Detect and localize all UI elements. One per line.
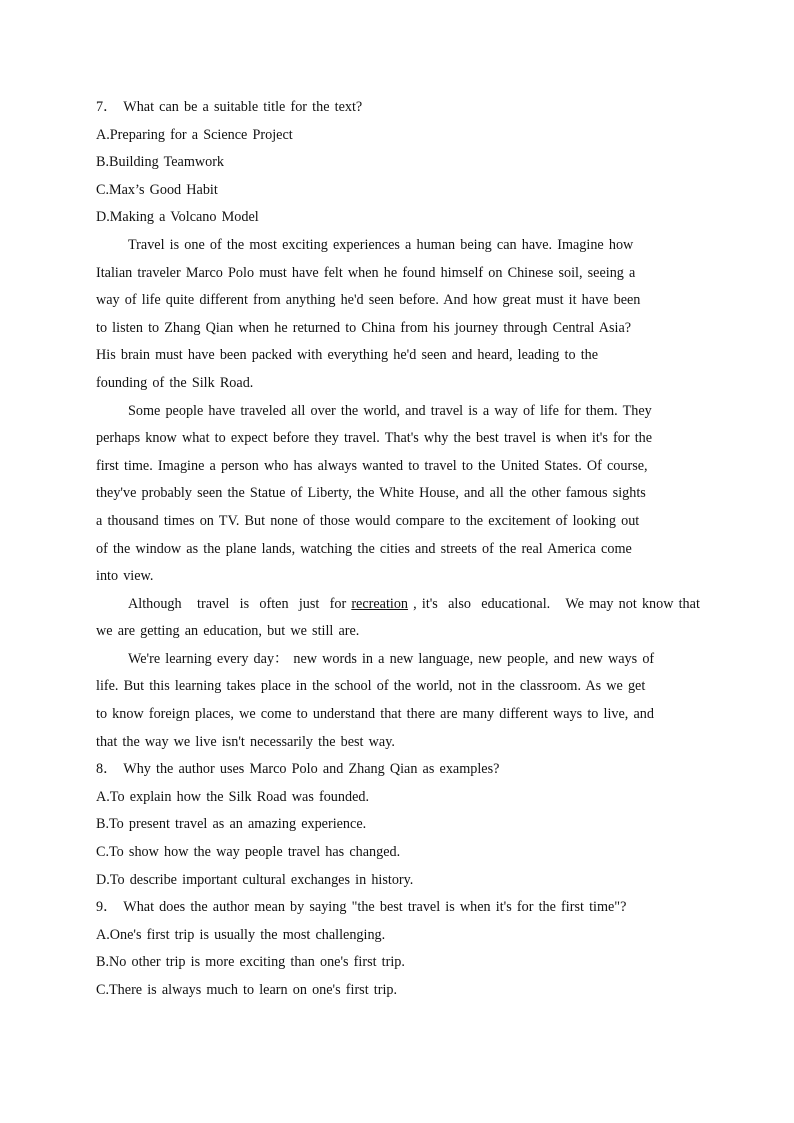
question-8 [96, 756, 702, 784]
paragraph-line: a thousand times on TV. But none of those would compare to the excitement of looking out [96, 512, 640, 529]
option-b: B.No other trip is more exciting than one's first trip. [96, 954, 405, 971]
passage-paragraph-4 [96, 646, 702, 756]
paragraph-line: to listen to Zhang Qian when he returned to China from his journey through Central Asia? [96, 319, 632, 336]
paragraph-line: they've probably seen the Statue of Liberty, the White House, and all the other famous sights [96, 485, 646, 502]
paragraph-line: life. But this learning takes place in the school of the world, not in the classroom. As we get [96, 678, 646, 695]
paragraph-line: Travel is one of the most exciting experiences a human being can have. Imagine how [128, 236, 634, 253]
paragraph-line: perhaps know what to expect before they travel. That's why the best travel is when it's for the [96, 430, 653, 447]
option-d: D.To describe important cultural exchanges in history. [96, 871, 414, 888]
option-c: C.To show how the way people travel has changed. [96, 844, 401, 861]
paragraph-text: , it's also educational. We may not know that [408, 595, 700, 612]
paragraph-line: first time. Imagine a person who has always wanted to travel to the United States. Of course, [96, 457, 648, 474]
question-number: 7． [96, 99, 118, 115]
paragraph-text: Although travel is often just for [128, 595, 352, 612]
question-number: 9． [96, 899, 118, 916]
passage-paragraph-1 [96, 232, 702, 398]
paragraph-line: We're learning every day： new words in a new language, new people, and new ways of [128, 650, 655, 667]
question-7 [96, 94, 702, 122]
passage-paragraph-2 [96, 398, 702, 591]
option-b: B.Building Teamwork [96, 154, 225, 171]
paragraph-line: His brain must have been packed with everything he'd seen and heard, leading to the [96, 347, 599, 364]
paragraph-line [96, 591, 702, 619]
paragraph-line: that the way we live isn't necessarily the best way. [96, 733, 395, 750]
option-c: C.Max’s Good Habit [96, 181, 218, 198]
paragraph-line: founding of the Silk Road. [96, 374, 254, 391]
paragraph-line: way of life quite different from anything he'd seen before. And how great must it have been [96, 292, 641, 309]
paragraph-line: Italian traveler Marco Polo must have felt when he found himself on Chinese soil, seeing a [96, 264, 636, 281]
paragraph-line: Some people have traveled all over the world, and travel is a way of life for them. They [128, 402, 652, 419]
underlined-word: recreation [351, 595, 409, 612]
question-9 [96, 894, 702, 922]
paragraph-line: we are getting an education, but we still are. [96, 623, 360, 640]
option-a: A.One's first trip is usually the most challenging. [96, 926, 386, 943]
option-c: C.There is always much to learn on one's first trip. [96, 982, 398, 998]
paragraph-line: of the window as the plane lands, watching the cities and streets of the real America come [96, 540, 632, 557]
option-a: A.Preparing for a Science Project [96, 126, 293, 143]
question-text: What can be a suitable title for the text? [123, 99, 363, 115]
option-a: A.To explain how the Silk Road was founded. [96, 788, 370, 805]
question-text: Why the author uses Marco Polo and Zhang Qian as examples? [123, 761, 500, 778]
passage-paragraph-3 [96, 591, 702, 646]
paragraph-line: into view. [96, 568, 154, 585]
document-page [96, 94, 702, 1005]
question-text: What does the author mean by saying "the best travel is when it's for the first time"? [123, 899, 627, 916]
option-d: D.Making a Volcano Model [96, 209, 259, 226]
option-b: B.To present travel as an amazing experience. [96, 816, 367, 833]
paragraph-line: to know foreign places, we come to understand that there are many different ways to live, and [96, 706, 654, 723]
question-number: 8． [96, 761, 118, 778]
